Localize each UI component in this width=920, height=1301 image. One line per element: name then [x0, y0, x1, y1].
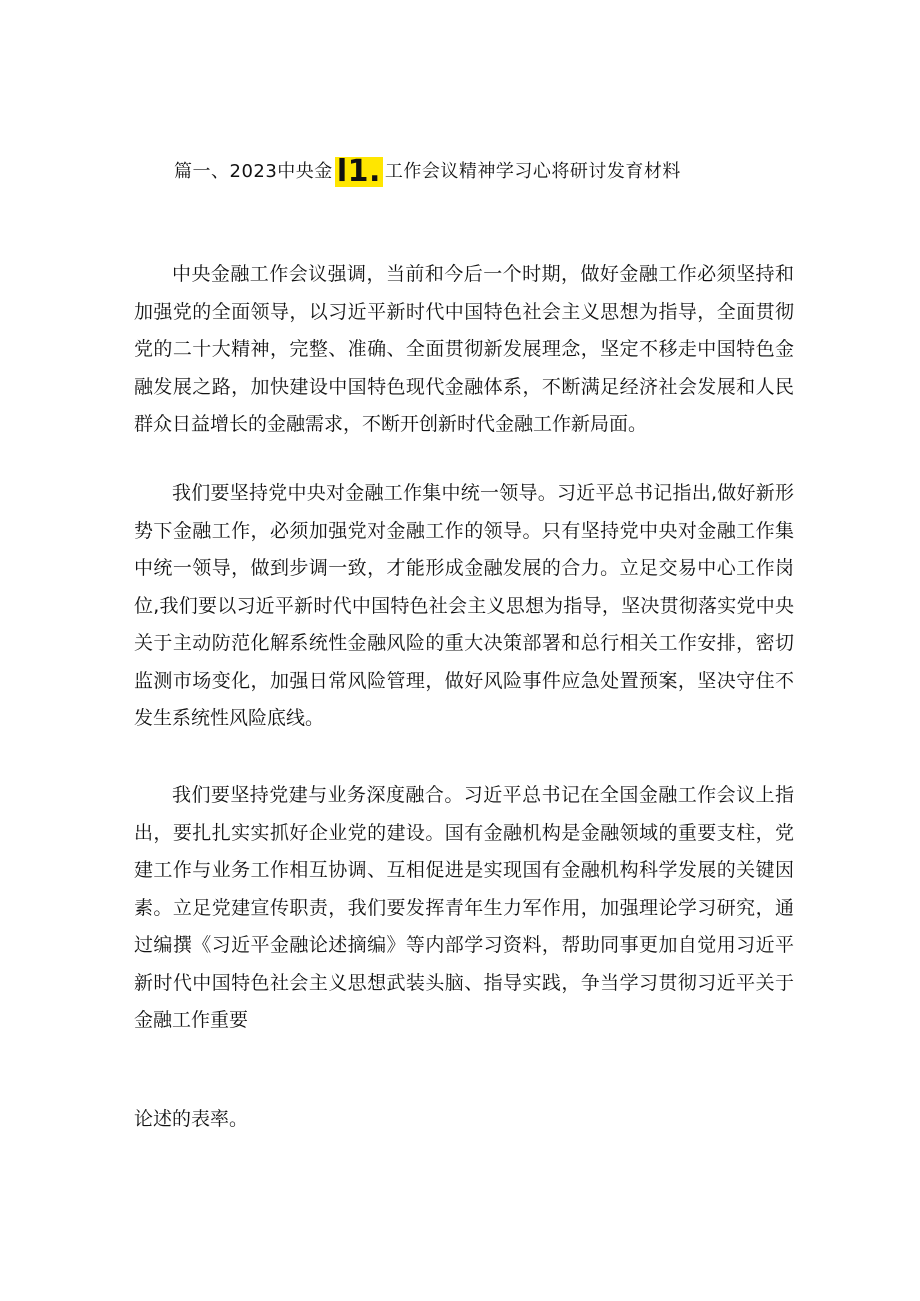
paragraph: 我们要坚持党中央对金融工作集中统一领导。习近平总书记指出,做好新形势下金融工作，必须加强党对金融工作的领导。只有坚持党中央对金融工作集中统一领导，做到步调一致，才能形成金融发展的合力。立足交易中心工作岗位,我们要以习近平新时代中国特色社会主义思想为指导，坚决贯彻落实党中央关于主动防范化解系统性金融风险的重大决策部署和总行相关工作安排，密切监测市场变化，加强日常风险管理，做好风险事件应急处置预案，坚决守住不发生系统性风险底线。 [134, 482, 794, 729]
document-title [174, 154, 681, 190]
paragraph-block-2 [134, 475, 794, 738]
title-text-after: 工作会议精神学习心将研讨发育材料 [384, 161, 681, 182]
paragraph-block-3 [134, 777, 794, 1040]
paragraph-block-1 [134, 256, 794, 444]
paragraph: 中央金融工作会议强调，当前和今后一个时期，做好金融工作必须坚持和加强党的全面领导，以习近平新时代中国特色社会主义思想为指导，全面贯彻党的二十大精神，完整、准确、全面贯彻新发展理念，坚定不移走中国特色金融发展之路，加快建设中国特色现代金融体系，不断满足经济社会发展和人民群众日益增长的金融需求，不断开创新时代金融工作新局面。 [134, 263, 794, 435]
highlighted-marker: l1. [336, 154, 381, 189]
paragraph: 我们要坚持党建与业务深度融合。习近平总书记在全国金融工作会议上指出，要扎扎实实抓好企业党的建设。国有金融机构是金融领域的重要支柱，党建工作与业务工作相互协调、互相促进是实现国有金融机构科学发展的关键因素。立足党建宣传职责，我们要发挥青年生力军作用，加强理论学习研究，通过编撰《习近平金融论述摘编》等内部学习资料，帮助同事更加自觉用习近平新时代中国特色社会主义思想武装头脑、指导实践，争当学习贯彻习近平关于金融工作重要 [134, 784, 794, 1031]
paragraph-continuation: 论述的表率。 [134, 1108, 249, 1130]
title-text-before: 篇一、2023中央金 [174, 161, 333, 182]
